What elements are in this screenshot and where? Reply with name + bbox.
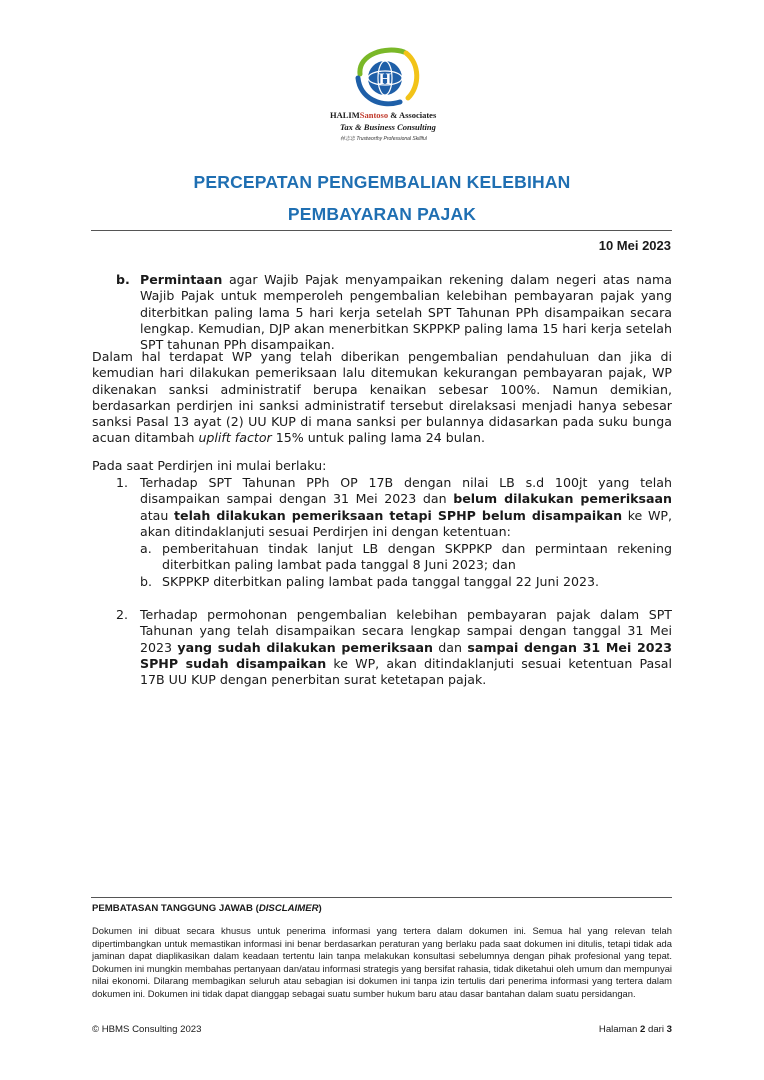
disclaimer-divider [91,897,672,898]
sub-marker-b: b. [140,574,152,589]
list-marker-b: b. [116,272,130,287]
list-item-2: Terhadap permohonan pengembalian kelebihan pembayaran pajak dalam SPT Tahunan yang telah disampaikan secara lengkap sampai dengan tanggal 31 Mei 2023 yang sudah dilakukan pemeriksaan dan sampai dengan 31 Mei 2023 SPHP sudah disampaikan ke WP, akan ditindaklanjuti sesuai ketentuan Pasal 17B UU KUP dengan penerbitan surat ketetapan pajak. [140,607,673,688]
list-marker-2: 2. [116,607,129,622]
intro-text: Pada saat Perdirjen ini mulai berlaku: [92,458,327,473]
sub-item-b: SKPPKP diterbitkan paling lambat pada tanggal tanggal 22 Juni 2023. [162,574,600,589]
company-logo [330,44,440,154]
sanction-paragraph: Dalam hal terdapat WP yang telah diberikan pengembalian pendahuluan dan jika di kemudian hari dilakukan pemeriksaan lalu ditemukan kekurangan pembayaran pajak, WP dikenakan sanksi administratif berupa kenaikan sebesar 100%. Namun demikian, berdasarkan perdirjen ini sanksi administratif tersebut direlaksasi menjadi hanya sebesar sanksi Pasal 13 ayat (2) UU KUP di mana sanksi per bulannya didasarkan pada suku bunga acuan ditambah uplift factor 15% untuk paling lama 24 bulan. [92,349,672,446]
logo-company-name: HALIMSantoso & Associates [330,110,437,120]
footer-copyright: © HBMS Consulting 2023 [92,1024,202,1035]
disclaimer-body: Dokumen ini dibuat secara khusus untuk penerima informasi yang tertera dalam dokumen ini. Semua hal yang relevan telah dipertimbangkan untuk memastikan informasi ini benar berdasarkan peraturan yang berlaku pada saat dokumen ini ditulis, tetapi tidak ada jaminan dapat diaplikasikan dalam keadaan tertentu lain tanpa melakukan konsultasi sebelumnya dengan pihak profesional yang tepat. Dokumen ini mungkin membahas pertanyaan dan/atau informasi strategis yang bersifat rahasia, tidak diketahui oleh umum dan mempunyai nilai ekonomi. Dilarang membagikan seluruh atau sebagian isi dokumen ini tanpa izin tertulis dari penerima informasi yang tertera dalam dokumen ini. Dokumen ini tidak dapat dianggap sebagai suatu sumber hukum baru atau dasar bantahan dalam suatu persidangan. [92,925,672,999]
title-divider [91,230,672,231]
logo-subtitle: Tax & Business Consulting [340,122,436,132]
document-date: 10 Mei 2023 [598,238,671,253]
disclaimer-heading: PEMBATASAN TANGGUNG JAWAB (DISCLAIMER) [92,903,322,914]
document-title-line-2: PEMBAYARAN PAJAK [287,204,477,224]
logo-tagline: 林志忠 Trustworthy Professional Skillful [340,136,427,142]
sub-item-a: pemberitahuan tindak lanjut LB dengan SKPPKP dan permintaan rekening diterbitkan paling lambat pada tanggal 8 Juni 2023; dan [162,541,672,573]
footer-page-number: Halaman 2 dari 3 [598,1024,672,1035]
logo-emblem-icon [346,44,424,110]
sub-marker-a: a. [140,541,152,556]
svg-text:H: H [378,71,392,88]
list-item-1: Terhadap SPT Tahunan PPh OP 17B dengan nilai LB s.d 100jt yang telah disampaikan sampai dengan 31 Mei 2023 dan belum dilakukan pemeriksaan atau telah dilakukan pemeriksaan tetapi SPHP belum disampaikan ke WP, akan ditindaklanjuti sesuai Perdirjen ini dengan ketentuan: [140,475,672,539]
document-title-line-1: PERCEPATAN PENGEMBALIAN KELEBIHAN [193,172,571,192]
list-marker-1: 1. [116,475,129,490]
list-item-b: Permintaan agar Wajib Pajak menyampaikan rekening dalam negeri atas nama Wajib Pajak untuk memperoleh pengembalian kelebihan pembayaran pajak yang diterbitkan paling lama 5 hari kerja setelah SPT Tahunan PPh disampaikan secara lengkap. Kemudian, DJP akan menerbitkan SKPPKP paling lama 15 hari kerja setelah SPT tahunan PPh disampaikan. [140,272,672,353]
